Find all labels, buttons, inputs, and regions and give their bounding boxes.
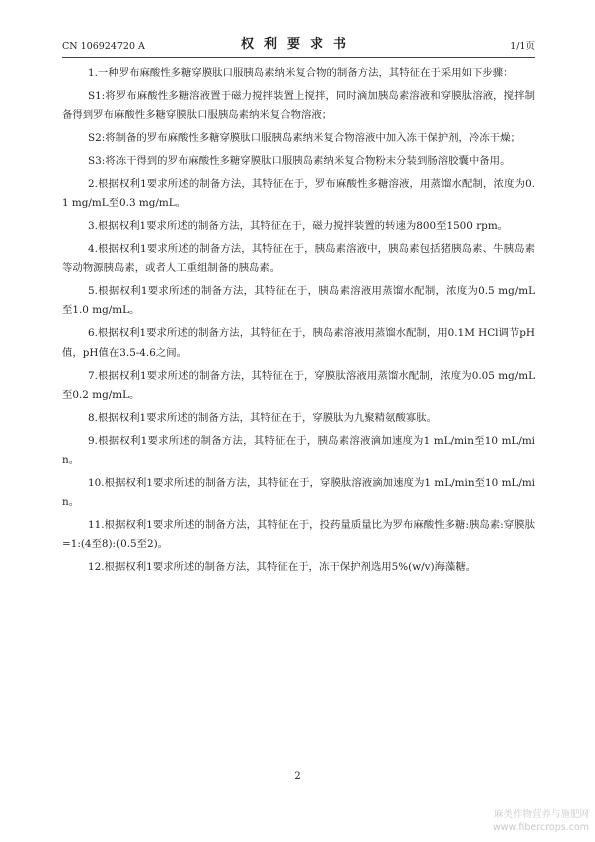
claim-10: 10.根据权利1要求所述的制备方法，其特征在于，穿膜肽溶液滴加速度为1 mL/min至10 mL/min。 bbox=[62, 476, 535, 509]
claims-body bbox=[62, 64, 535, 581]
claim-1-step-s1: S1:将罗布麻酸性多糖溶液置于磁力搅拌装置上搅拌，同时滴加胰岛素溶液和穿膜肽溶液，搅拌制备得到罗布麻酸性多糖穿膜肽口服胰岛素纳米复合物溶液； bbox=[62, 89, 535, 122]
claim-8: 8.根据权利1要求所述的制备方法，其特征在于，穿膜肽为九聚精氨酸寡肽。 bbox=[88, 411, 438, 424]
claim-9: 9.根据权利1要求所述的制备方法，其特征在于，胰岛素溶液滴加速度为1 mL/min至10 mL/min。 bbox=[62, 434, 535, 466]
document-header bbox=[62, 34, 535, 56]
claim-7: 7.根据权利1要求所述的制备方法，其特征在于，穿膜肽溶液用蒸馏水配制，浓度为0.05 mg/mL至0.2 mg/mL。 bbox=[62, 369, 535, 401]
claim-11: 11.根据权利1要求所述的制备方法，其特征在于，投药量质量比为罗布麻酸性多糖:胰岛素:穿膜肽=1:(4至8):(0.5至2)。 bbox=[62, 518, 535, 551]
claim-1-step-s2: S2:将制备的罗布麻酸性多糖穿膜肽口服胰岛素纳米复合物溶液中加入冻干保护剂，冷冻干燥； bbox=[88, 132, 521, 145]
watermark-url: www.fibercrops.com bbox=[492, 822, 589, 833]
document-title: 权利要求书 bbox=[240, 37, 356, 52]
claim-3: 3.根据权利1要求所述的制备方法，其特征在于，磁力搅拌装置的转速为800至1500 rpm。 bbox=[88, 220, 509, 233]
patent-number: CN 106924720 A bbox=[62, 41, 145, 52]
claim-5: 5.根据权利1要求所述的制备方法，其特征在于，胰岛素溶液用蒸馏水配制，浓度为0.5 mg/mL至1.0 mg/mL。 bbox=[62, 285, 535, 317]
claim-1: 1.一种罗布麻酸性多糖穿膜肽口服胰岛素纳米复合物的制备方法，其特征在于采用如下步骤： bbox=[88, 67, 514, 79]
claim-2: 2.根据权利1要求所述的制备方法，其特征在于，罗布麻酸性多糖溶液，用蒸馏水配制，浓度为0.1 mg/mL至0.3 mg/mL。 bbox=[62, 177, 535, 210]
page-indicator: 1/1页 bbox=[510, 41, 535, 52]
header-rule bbox=[62, 57, 535, 58]
claim-4: 4.根据权利1要求所述的制备方法，其特征在于，胰岛素溶液中，胰岛素包括猪胰岛素、牛胰岛素等动物源胰岛素，或者人工重组制备的胰岛素。 bbox=[62, 242, 535, 275]
page-number: 2 bbox=[294, 771, 301, 782]
claim-1-step-s3: S3:将冻干得到的罗布麻酸性多糖穿膜肽口服胰岛素纳米复合物粉末分装到肠溶胶囊中备用。 bbox=[88, 154, 511, 167]
claim-6: 6.根据权利1要求所述的制备方法，其特征在于，胰岛素溶液用蒸馏水配制，用0.1M HCl调节pH值，pH值在3.5-4.6之间。 bbox=[62, 327, 535, 359]
claim-12: 12.根据权利1要求所述的制备方法，其特征在于，冻干保护剂选用5%(w/v)海藻糖。 bbox=[88, 561, 477, 574]
watermark bbox=[439, 808, 589, 834]
watermark-site-name: 麻类作物营养与施肥网 bbox=[493, 809, 589, 820]
